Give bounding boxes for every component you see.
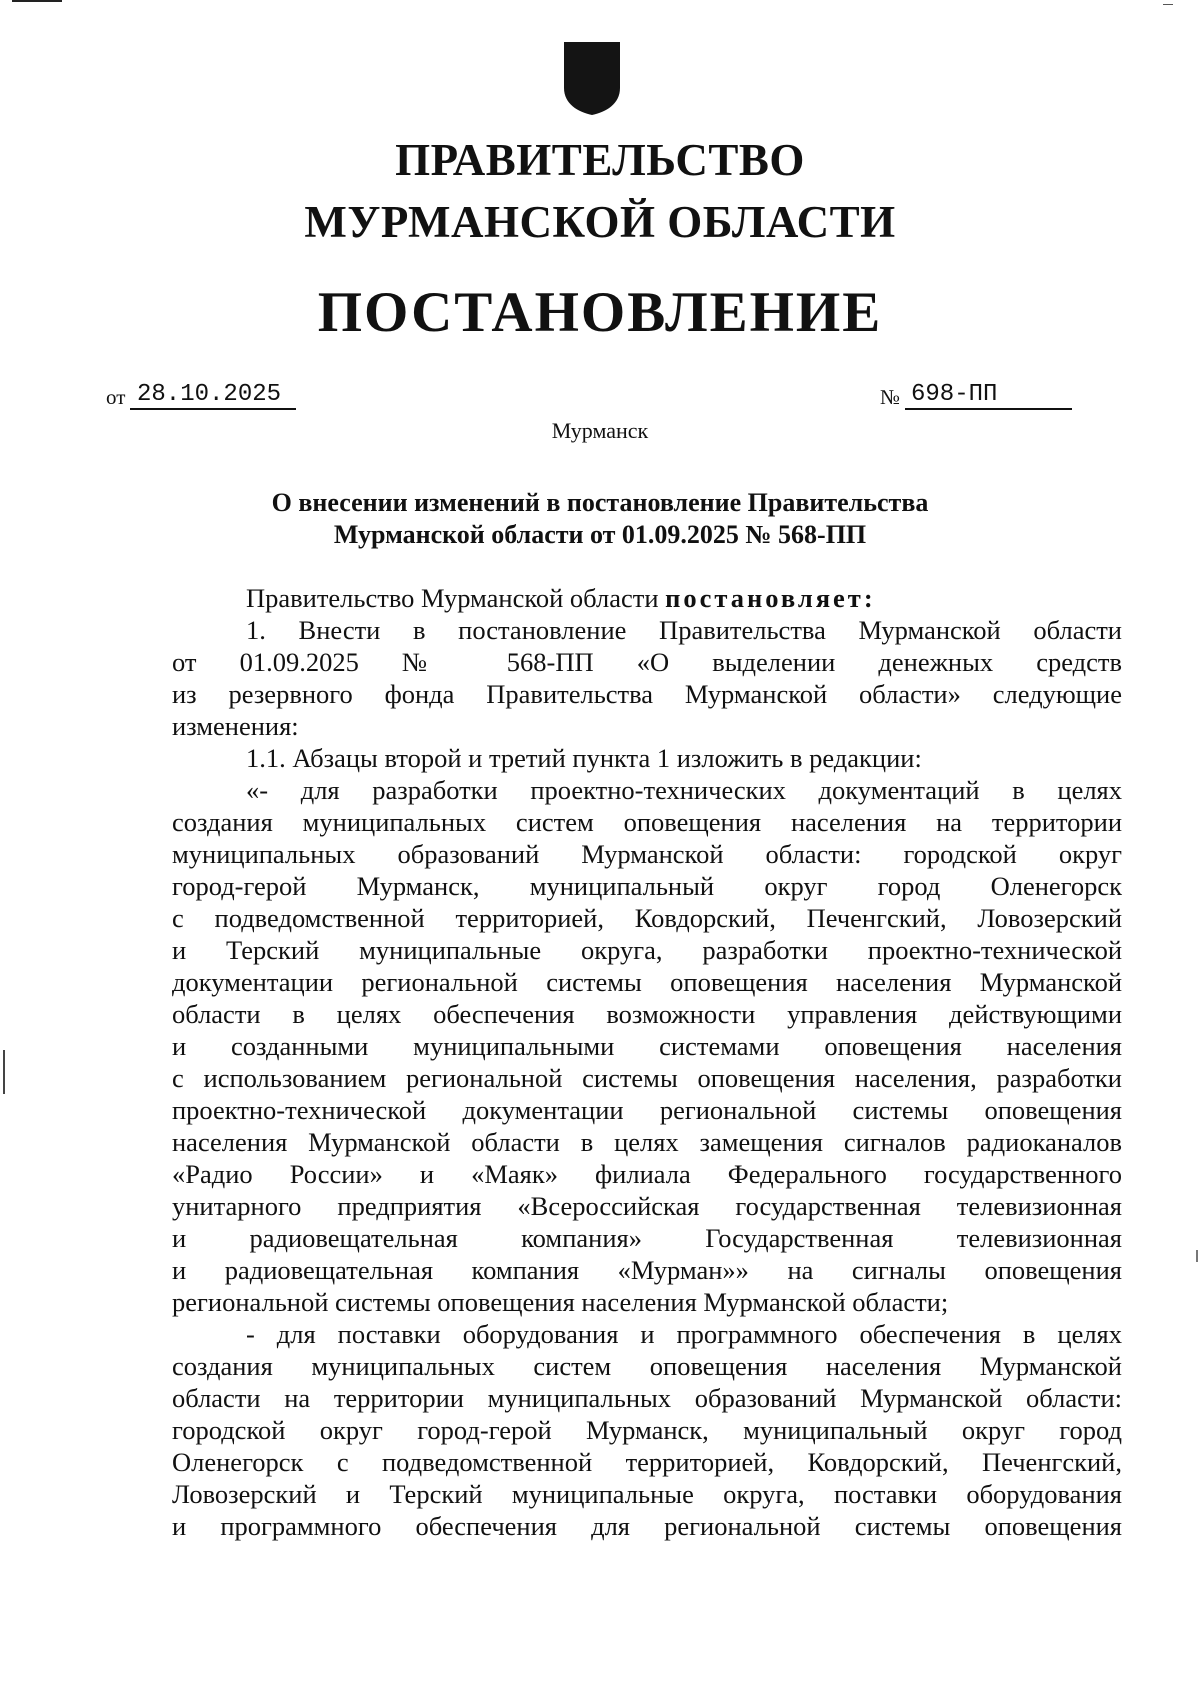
number-underline xyxy=(905,408,1072,410)
body-line: Оленегорск с подведомственной территорией, Ковдорский, Печенгский, xyxy=(172,1447,1122,1477)
scan-mark xyxy=(3,1050,5,1094)
body-line: проектно-технической документации региональной системы оповещения xyxy=(172,1095,1122,1125)
body-line: - для поставки оборудования и программного обеспечения в целях xyxy=(246,1319,1122,1349)
body-line: документации региональной системы оповещения населения Мурманской xyxy=(172,967,1122,997)
government-name-line2: МУРМАНСКОЙ ОБЛАСТИ xyxy=(304,197,896,247)
body-line: городской округ город-герой Мурманск, муниципальный округ город xyxy=(172,1415,1122,1445)
body-line: с подведомственной территорией, Ковдорский, Печенгский, Ловозерский xyxy=(172,903,1122,933)
scan-mark xyxy=(12,0,62,2)
body-line: и созданными муниципальными системами оповещения населения xyxy=(172,1031,1122,1061)
document-title-line2: Мурманской области от 01.09.2025 № 568-ПП xyxy=(333,520,867,549)
date-prefix: от xyxy=(106,385,126,409)
body-line: изменения: xyxy=(172,711,299,741)
body-line: и программного обеспечения для региональной системы оповещения xyxy=(172,1511,1122,1541)
body-line: от 01.09.2025 № 568-ПП «О выделении денежных средств xyxy=(172,647,1122,677)
body-line: город-герой Мурманск, муниципальный округ город Оленегорск xyxy=(172,871,1122,901)
body-line: создания муниципальных систем оповещения населения на территории xyxy=(172,807,1122,837)
intro-verb: постановляет: xyxy=(665,583,876,613)
government-name-line1: ПРАВИТЕЛЬСТВО xyxy=(395,135,805,185)
body-line: муниципальных образований Мурманской области: городской округ xyxy=(172,839,1122,869)
body-line: Ловозерский и Терский муниципальные округа, поставки оборудования xyxy=(172,1479,1122,1509)
body-line: и радиовещательная компания» Государственная телевизионная xyxy=(172,1223,1122,1253)
body-line: населения Мурманской области в целях замещения сигналов радиоканалов xyxy=(172,1127,1122,1157)
body-line: области на территории муниципальных образований Мурманской области: xyxy=(172,1383,1122,1413)
document-date: 28.10.2025 xyxy=(137,381,282,408)
body-line: области в целях обеспечения возможности управления действующими xyxy=(172,999,1122,1029)
number-prefix: № xyxy=(880,385,901,409)
body-line: создания муниципальных систем оповещения населения Мурманской xyxy=(172,1351,1122,1381)
document-type: ПОСТАНОВЛЕНИЕ xyxy=(317,281,883,344)
body-intro xyxy=(246,582,1122,614)
document-number: 698-ПП xyxy=(911,381,998,408)
body-line: «- для разработки проектно-технических документаций в целях xyxy=(246,775,1122,805)
body-line: 1. Внести в постановление Правительства Мурманской области xyxy=(246,615,1122,645)
coat-of-arms-emblem xyxy=(562,40,622,116)
city: Мурманск xyxy=(551,418,649,443)
body-line: унитарного предприятия «Всероссийская государственная телевизионная xyxy=(172,1191,1122,1221)
body-line: и радиовещательная компания «Мурман»» на сигналы оповещения xyxy=(172,1255,1122,1285)
scan-mark xyxy=(1163,4,1173,5)
date-underline xyxy=(130,408,296,410)
body-line: региональной системы оповещения населения Мурманской области; xyxy=(172,1287,949,1317)
intro-text: Правительство Мурманской области xyxy=(246,583,659,613)
body-line: и Терский муниципальные округа, разработки проектно-технической xyxy=(172,935,1122,965)
body-line: 1.1. Абзацы второй и третий пункта 1 изложить в редакции: xyxy=(246,743,922,773)
body-line: «Радио России» и «Маяк» филиала Федерального государственного xyxy=(172,1159,1122,1189)
body-line: с использованием региональной системы оповещения населения, разработки xyxy=(172,1063,1122,1093)
document-title-line1: О внесении изменений в постановление Правительства xyxy=(271,488,929,517)
scan-mark xyxy=(1196,1250,1198,1262)
body-line: из резервного фонда Правительства Мурманской области» следующие xyxy=(172,679,1122,709)
